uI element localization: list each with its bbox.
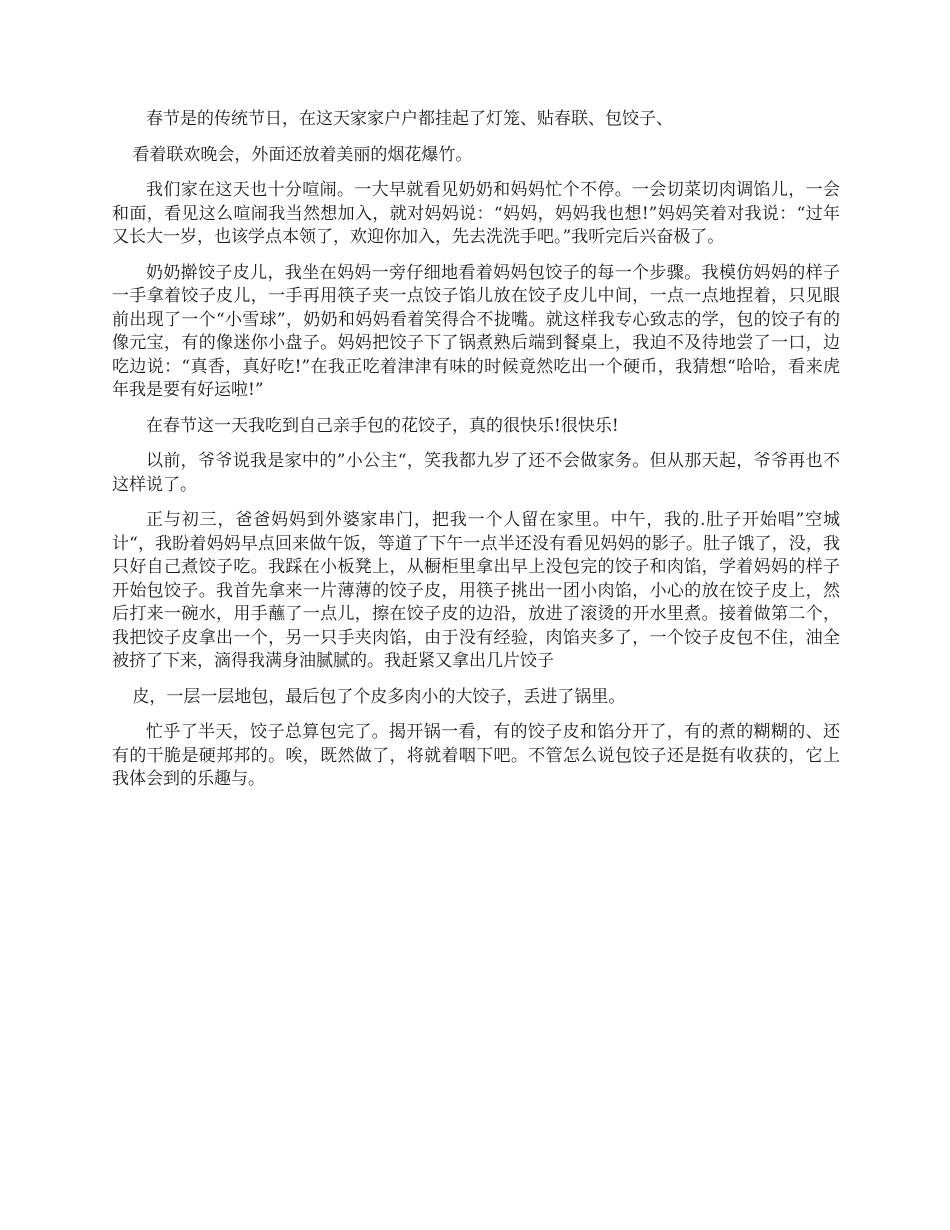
document-page (112, 108, 840, 804)
paragraph-2: 看着联欢晚会，外面还放着美丽的烟花爆竹。 (132, 144, 473, 165)
paragraph-3: 我们家在这天也十分喧闹。一大早就看见奶奶和妈妈忙个不停。一会切菜切肉调馅儿，一会和面，看见这么喧闹我当然想加入，就对妈妈说：“妈妈，妈妈我也想!”妈妈笑着对我说：“过年又长大一岁，也该学点本领了，欢迎你加入，先去洗洗手吧。”我听完后兴奋极了。 (112, 180, 840, 247)
paragraph-4: 奶奶擀饺子皮儿，我坐在妈妈一旁仔细地看着妈妈包饺子的每一个步骤。我模仿妈妈的样子一手拿着饺子皮儿，一手再用筷子夹一点饺子馅儿放在饺子皮儿中间，一点一点地捏着，只见眼前出现了一个“小雪球”，奶奶和妈妈看着笑得合不拢嘴。就这样我专心致志的学，包的饺子有的像元宝，有的像迷你小盘子。妈妈把饺子下了锅煮熟后端到餐桌上，我迫不及待地尝了一口，边吃边说：“真香，真好吃!”在我正吃着津津有味的时候竟然吃出一个硬币，我猜想“哈哈，看来虎年我是要有好运啦!” (112, 262, 840, 400)
paragraph-7: 正与初三，爸爸妈妈到外婆家串门，把我一个人留在家里。中午，我的.肚子开始唱”空城计“，我盼着妈妈早点回来做午饭，等道了下午一点半还没有看见妈妈的影子。肚子饿了，没，我只好自己煮饺子吃。我踩在小板凳上，从橱柜里拿出早上没包完的饺子和肉馅，学着妈妈的样子开始包饺子。我首先拿来一片薄薄的饺子皮，用筷子挑出一团小肉馅，小心的放在饺子皮上，然后打来一碗水，用手蘸了一点儿，擦在饺子皮的边沿，放进了滚烫的开水里煮。接着做第二个，我把饺子皮拿出一个，另一只手夹肉馅，由于没有经验，肉馅夹多了，一个饺子皮包不住，油全被挤了下来，滴得我满身油腻腻的。我赶紧又拿出几片饺子 (112, 510, 840, 671)
paragraph-5: 在春节这一天我吃到自己亲手包的花饺子，真的很快乐!很快乐! (146, 415, 619, 436)
paragraph-8: 皮，一层一层地包，最后包了个皮多肉小的大饺子，丢进了锅里。 (132, 686, 626, 707)
paragraph-9: 忙乎了半天，饺子总算包完了。揭开锅一看，有的饺子皮和馅分开了，有的煮的糊糊的、还有的干脆是硬邦邦的。唉，既然做了，将就着咽下吧。不管怎么说包饺子还是挺有收获的，它上我体会到的乐趣与。 (112, 722, 840, 789)
paragraph-6: 以前，爷爷说我是家中的”小公主“，笑我都九岁了还不会做家务。但从那天起，爷爷再也不这样说了。 (112, 451, 840, 495)
paragraph-1: 春节是的传统节日，在这天家家户户都挂起了灯笼、贴春联、包饺子、 (146, 109, 673, 129)
